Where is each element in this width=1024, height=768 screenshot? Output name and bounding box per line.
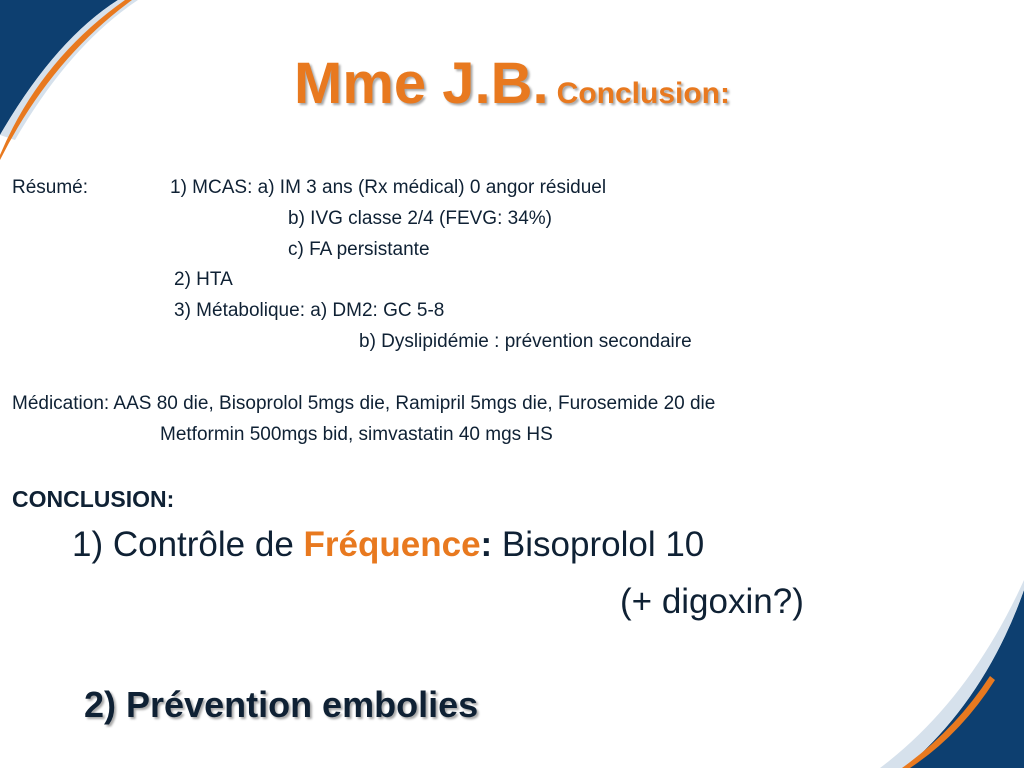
conclusion-item-1-highlight: Fréquence bbox=[303, 525, 481, 564]
resume-line-4: 2) HTA bbox=[174, 269, 233, 290]
conclusion-item-1-line-2: (+ digoxin?) bbox=[620, 582, 804, 621]
title-sub: Conclusion: bbox=[556, 77, 730, 110]
title-main: Mme J.B. bbox=[294, 51, 549, 116]
medication-line-1: Médication: AAS 80 die, Bisoprolol 5mgs die, Ramipril 5mgs die, Furosemide 20 die bbox=[12, 393, 716, 414]
resume-line-3: c) FA persistante bbox=[288, 239, 430, 260]
conclusion-item-1-prefix: 1) Contrôle de bbox=[72, 525, 304, 564]
resume-line-5: 3) Métabolique: a) DM2: GC 5-8 bbox=[174, 300, 445, 321]
conclusion-item-1-rest: Bisoprolol 10 bbox=[492, 525, 705, 564]
conclusion-item-1 bbox=[72, 525, 704, 565]
conclusion-item-1-colon: : bbox=[480, 525, 493, 564]
resume-line-2: b) IVG classe 2/4 (FEVG: 34%) bbox=[288, 208, 552, 229]
resume-line-1: 1) MCAS: a) IM 3 ans (Rx médical) 0 angor résiduel bbox=[170, 177, 607, 198]
slide-title bbox=[0, 50, 1024, 117]
resume-label: Résumé: bbox=[12, 177, 89, 198]
conclusion-item-2: 2) Prévention embolies bbox=[84, 684, 479, 725]
medication-line-2: Metformin 500mgs bid, simvastatin 40 mgs HS bbox=[160, 424, 553, 445]
conclusion-heading: CONCLUSION: bbox=[12, 486, 175, 512]
resume-line-6: b) Dyslipidémie : prévention secondaire bbox=[359, 331, 692, 352]
